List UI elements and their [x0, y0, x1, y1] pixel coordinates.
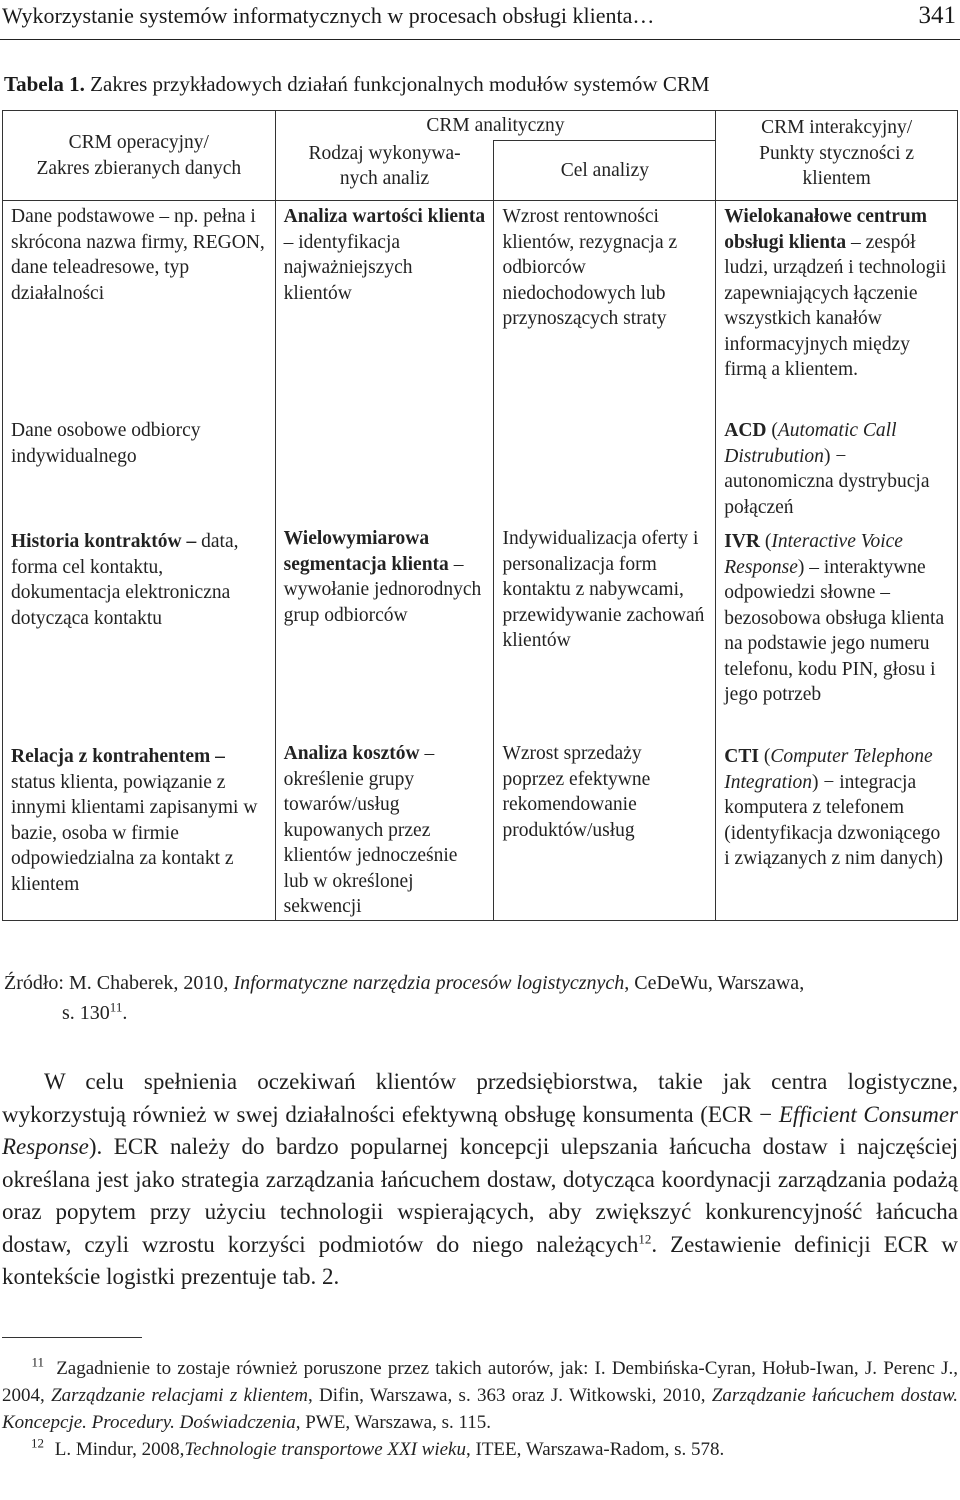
analysis-type-item: Analiza wartości klienta – identyfikacja najważniejszych klientów — [283, 206, 486, 304]
footnote-11: $^{11}$ Zagadnienie to zostaje również poruszone przez takich autorów, jak: I. Dembińska-Cyran, Hołub-Iwan, J. Perenc J., 2004, Zarządzanie relacjami z klientem, Difin, Warszawa, s. 363 oraz J. Witkowski, 2010, Zarządzanie łańcuchem dostaw. Koncepcje. Procedury. Doświadczenia, PWE, Warszawa, s. 115. — [2, 1354, 958, 1433]
page-number: 341 — [918, 2, 956, 29]
analysis-type-column — [275, 201, 494, 921]
interactive-item: CTI (Computer Telephone Integration) − integracja komputera z telefonem (identyfikacja dzwoniącego i związanych z nim danych) — [724, 746, 943, 869]
analysis-goal-item: Wzrost sprzedaży poprzez efektywne rekomendowanie produktów/usług — [502, 743, 651, 841]
footnote-ref-12[interactable]: 12 — [638, 1230, 652, 1246]
table-caption-label: Tabela 1. — [4, 72, 85, 96]
operational-column — [3, 201, 276, 921]
table-caption-text: Zakres przykładowych działań funkcjonalnych modułów systemów CRM — [84, 72, 710, 96]
analysis-type-item: Analiza kosztów – określenie grupy towarów/usług kupowanych przez klientów jednocześnie lub w określonej sekwencji — [283, 743, 458, 917]
header-analysis-type: Rodzaj wykonywa- nych analiz — [275, 141, 494, 201]
header-analysis-goal: Cel analizy — [494, 141, 716, 201]
interactive-item: ACD (Automatic Call Distrubution) − autonomiczna dystrybucja połączeń — [724, 420, 930, 518]
analysis-type-item: Wielowymiarowa segmentacja klienta – wywołanie jednorodnych grup odbiorców — [283, 528, 482, 626]
header-crm-operational: CRM operacyjny/ Zakres zbieranych danych — [3, 111, 276, 201]
crm-modules-table — [2, 110, 958, 921]
interactive-column — [716, 201, 958, 921]
body-paragraph: W celu spełnienia oczekiwań klientów przedsiębiorstwa, takie jak centra logistyczne, wykorzystują również w swej działalności efektywną obsługę konsumenta (ECR − Efficient Consumer Response). ECR należy do bardzo popularnej koncepcji ulepszania łańcucha dostaw i najczęściej określana jest jako strategia zarządzania łańcuchem dostaw, dotycząca koordynacji zarządzania podażą oraz popytem przy użyciu technologii wspierających, aby zwiększyć konkurencyjność łańcucha dostaw, czyli wzrostu korzyści podmiotów do niego należących$^{12}$. Zestawienie definicji ECR w kontekście logistki prezentuje tab. 2. — [2, 1069, 959, 1289]
running-header — [0, 0, 960, 40]
table-header-row — [3, 111, 958, 141]
running-header-title: Wykorzystanie systemów informatycznych w procesach obsługi klienta… — [2, 3, 655, 28]
operational-item: Relacja z kontrahentem – status klienta, powiązanie z innymi klientami zapisanymi w bazie, osoba w firmie odpowiedzialna za kontakt z klientem — [11, 746, 258, 895]
interactive-item: Wielokanałowe centrum obsługi klienta – zespół ludzi, urządzeń i technologii zapewniających łączenie wszystkich kanałów informacyjnych między firmą a klientem. — [724, 206, 947, 380]
analysis-goal-item: Indywidualizacja oferty i personalizacja form kontaktu z nabywcami, przewidywanie zachowań klientów — [502, 528, 705, 651]
footnote-divider — [2, 1337, 142, 1338]
footnote-12: $^{12}$ L. Mindur, 2008,Technologie transportowe XXI wieku, ITEE, Warszawa-Radom, s. 578. — [31, 1435, 725, 1460]
header-crm-interactive: CRM interakcyjny/ Punkty styczności z klientem — [716, 111, 958, 201]
footnotes — [2, 1355, 958, 1463]
footnote-ref-11[interactable]: 11 — [109, 999, 123, 1015]
table-source: Źródło: M. Chaberek, 2010, Informatyczne narzędzia procesów logistycznych, CeDeWu, Warszawa, s. $130^{11}$. — [4, 972, 805, 1024]
interactive-item: IVR (Interactive Voice Response) – interaktywne odpowiedzi słowne – bezosobowa obsługa klienta na podstawie jego numeru telefonu, kodu PIN, głosu i jego potrzeb — [724, 531, 945, 705]
header-crm-analytical: CRM analityczny — [275, 111, 716, 141]
operational-item: Dane podstawowe – np. pełna i skrócona nazwa firmy, REGON, dane teleadresowe, typ działalności — [11, 206, 265, 304]
operational-item: Dane osobowe odbiorcy indywidualnego — [11, 420, 201, 467]
table-body-row — [3, 201, 958, 921]
analysis-goal-item: Wzrost rentowności klientów, rezygnacja z odbiorców niedochodowych lub przynoszących straty — [502, 206, 678, 329]
analysis-goal-column — [494, 201, 716, 921]
operational-item: Historia kontraktów – data, forma cel kontaktu, dokumentacja elektroniczna dotycząca kontaktu — [11, 531, 239, 629]
table-caption — [4, 70, 710, 98]
